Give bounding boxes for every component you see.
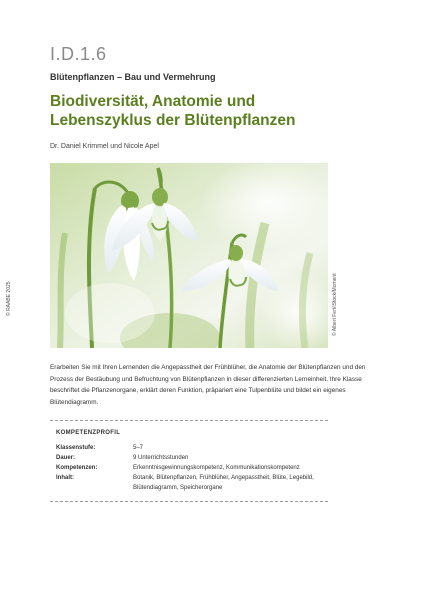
unit-code: I.D.1.6 xyxy=(50,44,107,64)
profile-bottom-divider xyxy=(50,501,328,502)
profile-value: 9 Unterrichtsstunden xyxy=(133,455,189,461)
profile-value: 5–7 xyxy=(133,445,144,451)
profile-label: Klassenstufe: xyxy=(56,445,96,451)
profile-row xyxy=(56,453,328,463)
profile-row xyxy=(56,473,328,493)
profile-value: Erkenntnisgewinnungskompetenz, Kommunikationskompetenz xyxy=(133,465,300,471)
snowdrop-photo xyxy=(50,163,328,348)
profile-label: Dauer: xyxy=(56,455,76,461)
profile-top-divider xyxy=(50,420,328,421)
authors: Dr. Daniel Krimmel und Nicole Apel xyxy=(50,143,159,150)
profile-heading: KOMPETENZPROFIL xyxy=(56,430,121,436)
profile-label: Kompetenzen: xyxy=(56,465,98,471)
profile-row xyxy=(56,463,328,473)
profile-row xyxy=(56,443,328,453)
photo-credit-text: © Albert Fert/iStock/Moment xyxy=(332,273,338,336)
page-title: Biodiversität, Anatomie und Lebenszyklus der Blütenpflanzen xyxy=(50,93,296,129)
profile-value: Botanik, Blütenpflanzen, Frühblüher, Angepasstheit, Blüte, Legebild, Blütendiagramm, Speicherorgane xyxy=(133,475,314,491)
profile-label: Inhalt: xyxy=(56,475,74,481)
topic-subtitle: Blütenpflanzen – Bau und Vermehrung xyxy=(50,72,216,82)
intro-paragraph: Erarbeiten Sie mit Ihren Lernenden die Angepasstheit der Frühblüher, die Anatomie der Blütenpflanzen und den Prozess der Bestäubung und Befruchtung von Blütenpflanzen in dieser differenzierten Lerneinheit. Ihre Klasse beschriftet die Pflanzenorgane, erklärt deren Funktion, präpariert eine Tulpenblüte und bildet ein eigenes Blütendiagramm. xyxy=(50,364,366,406)
competence-profile xyxy=(50,420,328,502)
copyright-text: © RAABE 2025 xyxy=(6,281,12,316)
